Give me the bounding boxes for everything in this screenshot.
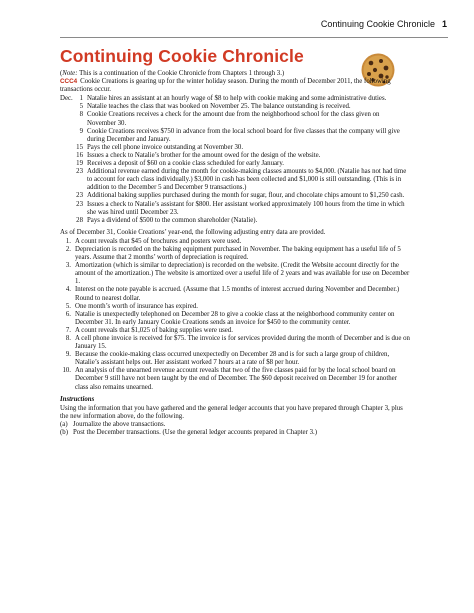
transaction-day: 23 xyxy=(76,168,83,176)
instruction-text: Journalize the above transactions. xyxy=(73,420,166,428)
content xyxy=(60,70,410,437)
adjusting-intro: As of December 31, Cookie Creations’ year-end, the following adjusting entry data are provided. xyxy=(60,228,326,236)
transaction-text: Pays the cell phone invoice outstanding at November 30. xyxy=(87,143,244,151)
running-header-title: Continuing Cookie Chronicle xyxy=(320,19,435,29)
transaction-day: 19 xyxy=(76,160,83,168)
adjustment-number: 6. xyxy=(65,310,71,318)
adjustment-list xyxy=(60,238,410,392)
adjustment-number: 8. xyxy=(65,335,71,342)
instruction-item xyxy=(60,429,410,437)
adjustment-text: A cell phone invoice is received for $75. The invoice is for services provided during the month of December and is due on January 15. xyxy=(75,335,410,351)
transaction-text: Natalie hires an assistant at an hourly wage of $8 to help with cookie making and some administrative duties. xyxy=(87,95,387,103)
transaction-row xyxy=(60,103,410,111)
transaction-row xyxy=(60,128,410,144)
adjustment-number: 5. xyxy=(65,302,71,310)
instruction-letter: (a) xyxy=(60,420,68,428)
transaction-text: Receives a deposit of $60 on a cookie class scheduled for early January. xyxy=(87,160,285,168)
adjustment-text: One month’s worth of insurance has expired. xyxy=(75,302,198,310)
adjustment-row xyxy=(60,246,410,262)
page-title: Continuing Cookie Chronicle xyxy=(60,46,304,66)
instruction-item xyxy=(60,421,410,429)
transaction-day: 23 xyxy=(76,192,83,200)
adjustment-row xyxy=(60,303,410,311)
header-rule xyxy=(60,37,448,38)
transaction-text: Natalie teaches the class that was booked on November 25. The balance outstanding is received. xyxy=(87,103,351,111)
adjustment-row xyxy=(60,286,410,302)
transaction-text: Additional baking supplies purchased during the month for sugar, flour, and chocolate chips amount to $1,250 cash. xyxy=(87,192,405,200)
adjustment-number: 4. xyxy=(65,286,71,294)
instruction-text: Post the December transactions. (Use the general ledger accounts prepared in Chapter 3.) xyxy=(73,429,317,437)
adjustment-number: 9. xyxy=(65,351,71,359)
ccc-paragraph xyxy=(60,78,410,94)
transaction-row xyxy=(60,95,410,103)
transaction-row xyxy=(60,152,410,160)
transaction-day: 15 xyxy=(76,143,83,151)
transaction-row xyxy=(60,168,410,192)
adjustment-text: Interest on the note payable is accrued. (Assume that 1.5 months of interest accrued during November and December.) Round to nearest dollar. xyxy=(75,286,400,302)
instructions-intro: Using the information that you have gathered and the general ledger accounts that you have prepared through Chapter 3, plus the new information above, do the following. xyxy=(60,404,403,420)
transaction-day: 1 xyxy=(79,95,83,103)
note-open-paren: ( xyxy=(60,70,63,77)
ccc-tag: CCC4 xyxy=(60,78,78,86)
transaction-row xyxy=(60,160,410,168)
transaction-day: 5 xyxy=(79,103,83,111)
adjustment-row xyxy=(60,238,410,246)
transaction-day: 8 xyxy=(79,111,83,119)
adjustment-number: 2. xyxy=(65,245,71,253)
adjustment-row xyxy=(60,262,410,286)
instruction-letter: (b) xyxy=(60,429,68,437)
adjustment-text: Amortization (which is similar to depreciation) is recorded on the website. (Credit the Website account directly for the amount of the amortization.) The website is amortized over a useful life of 2 years and was available for use on December 1. xyxy=(75,262,410,286)
transaction-day: 16 xyxy=(76,151,83,159)
transaction-text: Additional revenue earned during the month for cookie-making classes amounts to $4,000. (Natalie has not had time to account for each class individually.) $3,000 in cash has been collected and $1,000 is still outstanding. (This is in addition to the December 5 and December 9 transactions.) xyxy=(87,168,407,192)
transaction-day: 28 xyxy=(76,216,83,224)
transaction-list xyxy=(60,95,410,225)
transaction-row xyxy=(60,217,410,225)
adjustment-row xyxy=(60,311,410,327)
adjustment-number: 3. xyxy=(65,262,71,270)
adjustment-text: A count reveals that $1,025 of baking supplies were used. xyxy=(75,326,233,334)
transaction-row xyxy=(60,111,410,127)
adjustment-row xyxy=(60,367,410,391)
adjustment-text: Natalie is unexpectedly telephoned on December 28 to give a cookie class at the neighborhood community center on December 31. In early January Cookie Creations sends an invoice for $450 to the community center. xyxy=(75,310,395,326)
transaction-month: Dec. xyxy=(60,95,73,103)
transaction-text: Cookie Creations receives a check for the amount due from the neighborhood school for the class given on November 30. xyxy=(87,111,380,127)
adjustment-row xyxy=(60,327,410,335)
instructions-heading: Instructions xyxy=(60,395,95,403)
page-number: 1 xyxy=(441,19,447,29)
adjustment-row xyxy=(60,351,410,367)
transaction-text: Issues a check to Natalie’s brother for the amount owed for the design of the website. xyxy=(87,151,321,159)
note-paragraph xyxy=(60,70,410,78)
note-label: Note: xyxy=(62,70,78,77)
transaction-day: 9 xyxy=(79,127,83,135)
transaction-row xyxy=(60,192,410,200)
adjustment-row xyxy=(60,335,410,351)
transaction-row xyxy=(60,144,410,152)
adjustment-text: An analysis of the unearned revenue account reveals that two of the five classes paid for by the local school board on December 9 still have not been taught by the end of December. The $60 deposit received on December 19 for another class also remains unearned. xyxy=(75,367,397,391)
adjustment-text: Because the cookie-making class occurred unexpectedly on December 28 and is for such a large group of children, Natalie’s assistant helps out. Her assistant worked 7 hours at a rate of $8 per hour. xyxy=(75,351,390,367)
adjustment-number: 10. xyxy=(62,367,71,375)
transaction-text: Issues a check to Natalie’s assistant for $800. Her assistant worked approximately 100 hours from the time in which she was hired until December 23. xyxy=(87,200,405,216)
running-header xyxy=(0,19,474,32)
adjustment-text: A count reveals that $45 of brochures and posters were used. xyxy=(75,237,242,245)
ccc-text: Cookie Creations is gearing up for the winter holiday season. During the month of December 2011, the following transactions occur. xyxy=(60,78,391,94)
transaction-text: Cookie Creations receives $750 in advance from the local school board for five classes that the company will give during December and January. xyxy=(87,127,400,143)
adjustment-text: Depreciation is recorded on the baking equipment purchased in November. The baking equipment has a useful life of 5 years. Assume that 2 months’ worth of depreciation is required. xyxy=(75,245,401,262)
transaction-text: Pays a dividend of $500 to the common shareholder (Natalie). xyxy=(87,216,258,224)
transaction-day: 23 xyxy=(76,200,83,208)
adjustment-number: 1. xyxy=(65,237,71,245)
transaction-row xyxy=(60,201,410,217)
note-text: This is a continuation of the Cookie Chronicle from Chapters 1 through 3.) xyxy=(79,70,285,77)
adjustment-number: 7. xyxy=(65,326,71,334)
